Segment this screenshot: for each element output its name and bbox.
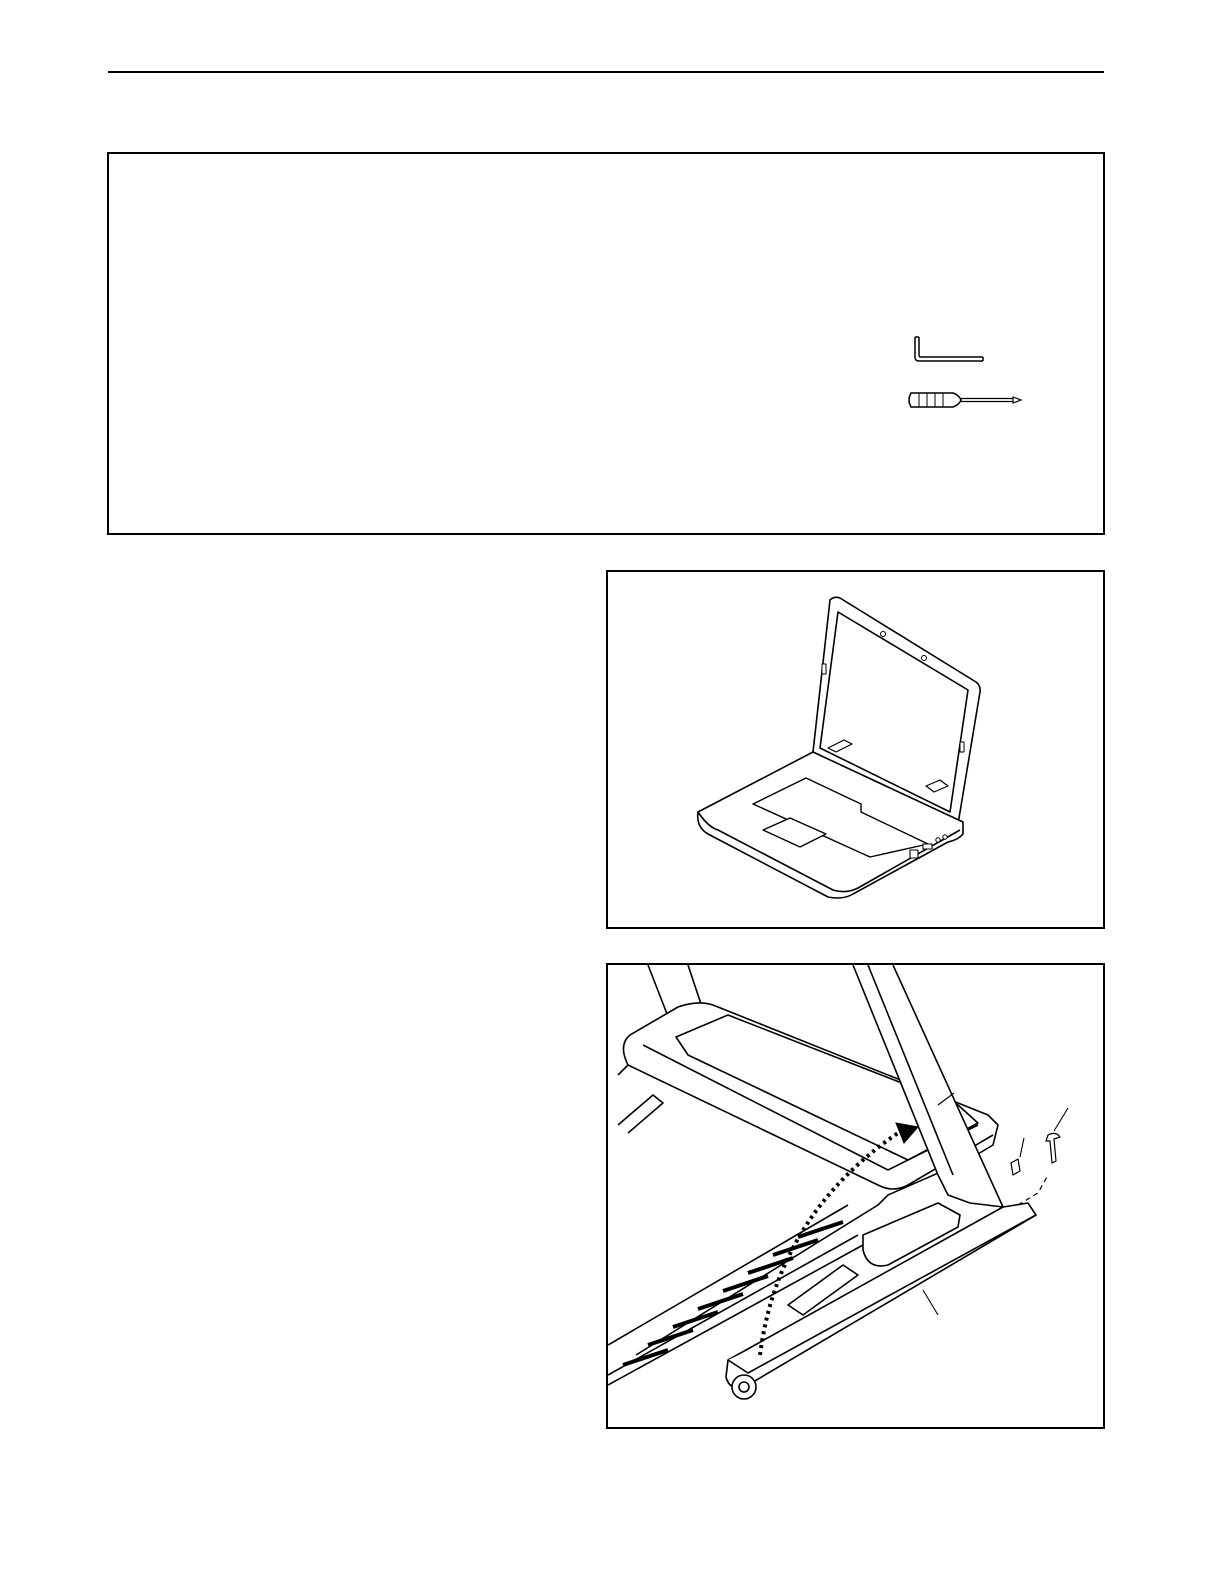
top-rule — [108, 71, 1104, 73]
laptop-figure — [606, 570, 1105, 929]
treadmill-assembly-figure — [606, 963, 1105, 1429]
hex-key-icon — [905, 333, 995, 373]
laptop-illustration — [608, 572, 1103, 927]
treadmill-assembly-illustration — [608, 965, 1103, 1427]
phillips-screwdriver-icon — [905, 385, 1035, 415]
